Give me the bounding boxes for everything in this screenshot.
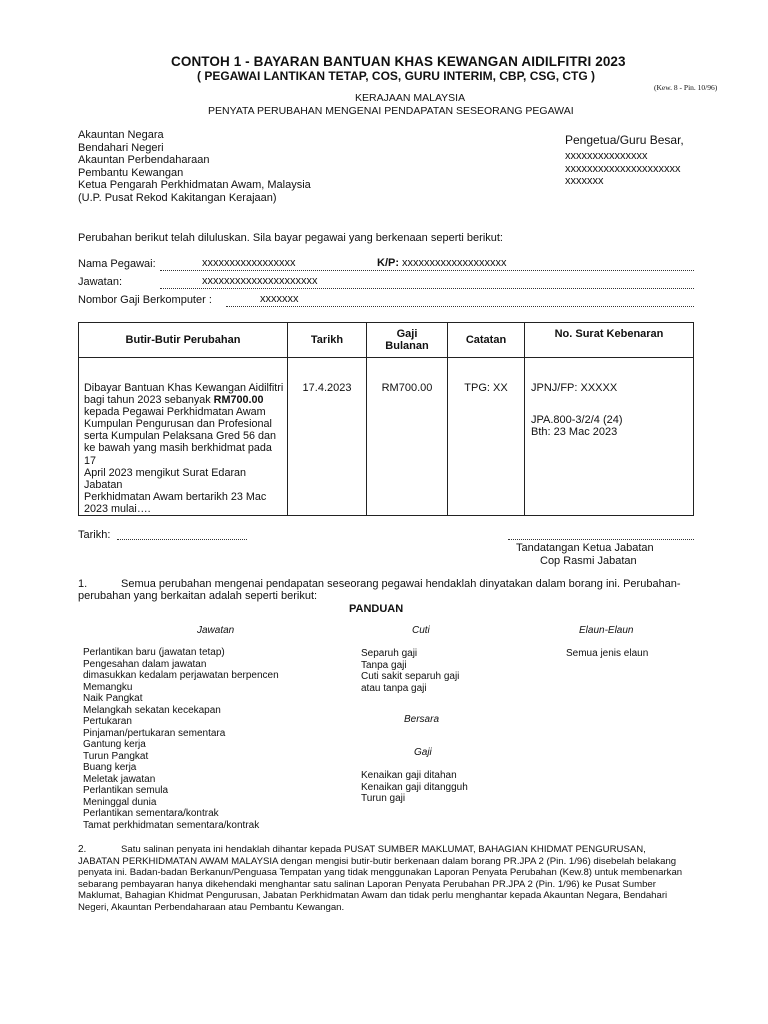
list-item: Perlantikan sementara/kontrak — [83, 808, 219, 819]
details-text — [79, 358, 287, 515]
header-gaji — [367, 323, 448, 358]
surat-ref-2: JPA.800-3/2/4 (24) — [531, 413, 623, 426]
catatan-value: TPG: XX — [464, 382, 508, 394]
list-item: Melangkah sekatan kecekapan — [83, 704, 221, 716]
note2-line: Satu salinan penyata ini hendaklah dihantar kepada PUSAT SUMBER MAKLUMAT, BAHAGIAN KHIDMAT PENGURUSAN, — [121, 844, 646, 855]
gaji-list — [361, 770, 468, 805]
recipient-line: Akauntan Perbendaharaan — [78, 154, 210, 167]
bersara-heading: Bersara — [404, 714, 440, 725]
note1-text-b: perubahan yang berkaitan adalah seperti berikut: — [78, 590, 318, 602]
form-code: (Kew. 8 - Pin. 10/96) — [654, 83, 718, 92]
gaji-number-value[interactable]: xxxxxxx — [260, 293, 299, 305]
tarikh-label: Tarikh: — [78, 529, 111, 541]
note2-line: Maklumat, Bahagian Khidmat Pengurusan, Jabatan Perkhidmatan Awam dan tidak perlu menghantar kepada Akauntan Negara, Bendahari — [78, 890, 668, 901]
document-title: CONTOH 1 - BAYARAN BANTUAN KHAS KEWANGAN AIDILFITRI 2023 — [171, 54, 626, 69]
list-item: Meninggal dunia — [83, 796, 157, 808]
changes-table — [78, 322, 694, 516]
list-item: Pengesahan dalam jawatan — [83, 658, 207, 670]
list-item: Perlantikan semula — [83, 785, 169, 796]
list-item: Memangku — [83, 681, 133, 693]
note2-line: sebarang pembayaran hanya dikehendaki menghantar satu salinan Laporan Penyata Perubahan PR.JPA 2 (Pin. 1/96) ke Pusat Sumber — [78, 878, 656, 890]
cuti-list — [361, 648, 459, 694]
surat-cell — [525, 358, 694, 516]
details-line: Kumpulan Pengurusan dan Profesional — [84, 418, 272, 431]
list-item: Separuh gaji — [361, 648, 418, 659]
details-line: April 2023 mengikut Surat Edaran Jabatan — [84, 466, 247, 491]
list-item: Meletak jawatan — [83, 773, 156, 785]
surat-ref-1: JPNJ/FP: XXXXX — [531, 382, 618, 394]
recipient-list — [78, 129, 311, 205]
gaji-number-label: Nombor Gaji Berkomputer : — [78, 294, 212, 306]
tarikh-value: 17.4.2023 — [302, 382, 352, 394]
jawatan-list — [83, 647, 279, 831]
sender-line: xxxxxxxxxxxxxxx — [565, 150, 648, 162]
sender-line: xxxxxxx — [565, 175, 604, 188]
details-line: bagi tahun 2023 sebanyak — [84, 394, 214, 407]
nama-label: Nama Pegawai: — [78, 258, 156, 270]
details-line: Perkhidmatan Awam bertarikh 23 Mac — [84, 490, 267, 503]
jawatan-line — [160, 288, 694, 289]
note2-number: 2. — [78, 844, 87, 855]
recipient-line: Ketua Pengarah Perkhidmatan Awam, Malaysia — [78, 179, 311, 192]
sender-title: Pengetua/Guru Besar, — [565, 133, 684, 147]
list-item: Turun Pangkat — [83, 750, 149, 762]
list-item: Perlantikan baru (jawatan tetap) — [83, 647, 225, 658]
recipient-line: Akauntan Negara — [78, 129, 164, 141]
list-item: Pinjaman/pertukaran sementara — [83, 727, 226, 739]
header-tarikh: Tarikh — [288, 323, 367, 358]
note2-line: Negeri, Akauntan Perbendaharaan atau Pembantu Kewangan. — [78, 901, 345, 913]
stamp-label: Cop Rasmi Jabatan — [540, 555, 637, 567]
tarikh-sign-line[interactable] — [117, 539, 247, 540]
jawatan-label: Jawatan: — [78, 276, 123, 288]
kp-value[interactable]: xxxxxxxxxxxxxxxxxxx — [402, 257, 507, 269]
gaji-value: RM700.00 — [381, 382, 433, 394]
document-subtitle: ( PEGAWAI LANTIKAN TETAP, COS, GURU INTERIM, CBP, CSG, CTG ) — [197, 69, 596, 83]
elaun-list — [566, 648, 648, 660]
amount-bold: RM700.00 — [213, 394, 264, 407]
details-line: 2023 mulai…. — [84, 502, 151, 515]
details-line: serta Kumpulan Pelaksana Gred 56 dan — [84, 430, 277, 443]
list-item: Tanpa gaji — [361, 659, 407, 671]
signature-line[interactable] — [508, 539, 694, 540]
header-gaji-text: Gaji Bulanan — [385, 328, 429, 352]
table-row — [79, 358, 694, 516]
gaji-cell — [367, 358, 448, 516]
form-title: PENYATA PERUBAHAN MENGENAI PENDAPATAN SESEORANG PEGAWAI — [208, 105, 574, 117]
catatan-cell — [448, 358, 525, 516]
note1-text-a: Semua perubahan mengenai pendapatan seseorang pegawai hendaklah dinyatakan dalam borang ini. Perubahan- — [121, 578, 681, 590]
list-item: Buang kerja — [83, 762, 137, 773]
jawatan-value[interactable]: xxxxxxxxxxxxxxxxxxxxx — [202, 275, 318, 287]
recipient-line: Pembantu Kewangan — [78, 166, 184, 179]
list-item: Gantung kerja — [83, 739, 146, 750]
nama-line — [160, 270, 694, 271]
list-item: Tamat perkhidmatan sementara/kontrak — [83, 819, 260, 831]
header-surat: No. Surat Kebenaran — [525, 323, 694, 358]
tarikh-cell — [288, 358, 367, 516]
details-line-amount — [84, 394, 284, 406]
surat-text — [525, 358, 693, 439]
list-item: Kenaikan gaji ditahan — [361, 770, 457, 781]
list-item: Pertukaran — [83, 716, 132, 727]
intro-text: Perubahan berikut telah diluluskan. Sila bayar pegawai yang berkenaan seperti berikut: — [78, 232, 503, 244]
recipient-line: (U.P. Pusat Rekod Kakitangan Kerajaan) — [78, 191, 277, 204]
jawatan-heading: Jawatan — [197, 625, 235, 636]
list-item: atau tanpa gaji — [361, 682, 427, 694]
cuti-heading: Cuti — [412, 625, 430, 636]
elaun-heading: Elaun-Elaun — [579, 625, 634, 636]
surat-date: Bth: 23 Mac 2023 — [531, 426, 618, 438]
list-item: Semua jenis elaun — [566, 648, 649, 659]
nama-value[interactable]: xxxxxxxxxxxxxxxxx — [202, 257, 296, 269]
surat-spacer — [531, 395, 693, 414]
header-butir: Butir-Butir Perubahan — [79, 323, 288, 358]
list-item: dimasukkan kedalam perjawatan berpencen — [83, 670, 279, 681]
sender-address — [565, 150, 681, 188]
header-catatan: Catatan — [448, 323, 525, 358]
recipient-line: Bendahari Negeri — [78, 141, 164, 154]
list-item: Turun gaji — [361, 793, 406, 804]
list-item: Cuti sakit separuh gaji — [361, 671, 460, 682]
details-line: ke bawah yang masih berkhidmat pada 17 — [84, 442, 272, 467]
panduan-title: PANDUAN — [349, 603, 404, 615]
gaji-number-line — [226, 306, 694, 307]
list-item: Naik Pangkat — [83, 693, 143, 704]
details-cell — [79, 358, 288, 516]
government-label: KERAJAAN MALAYSIA — [355, 92, 466, 104]
list-item: Kenaikan gaji ditangguh — [361, 781, 468, 793]
gaji-heading: Gaji — [414, 747, 432, 758]
note2-line: penyata ini. Badan-badan Berkanun/Penguasa Tempatan yang tidak menggunakan Laporan Penyata Perubahan (Kew.8) untuk membenarkan — [78, 867, 683, 878]
sender-line: xxxxxxxxxxxxxxxxxxxxx — [565, 162, 681, 175]
signature-label: Tandatangan Ketua Jabatan — [516, 542, 654, 554]
note2-line: JABATAN PERKHIDMATAN AWAM MALAYSIA dengan mengisi butir-butir berkenaan dalam borang PR.JPA 2 (Pin. 1/96) disebelah belakang — [78, 855, 677, 867]
note1-number: 1. — [78, 578, 88, 590]
details-line: kepada Pegawai Perkhidmatan Awam — [84, 406, 266, 419]
kp-label: K/P: — [377, 257, 399, 269]
details-line: Dibayar Bantuan Khas Kewangan Aidilfitri — [84, 382, 284, 394]
table-header-row — [79, 323, 694, 358]
